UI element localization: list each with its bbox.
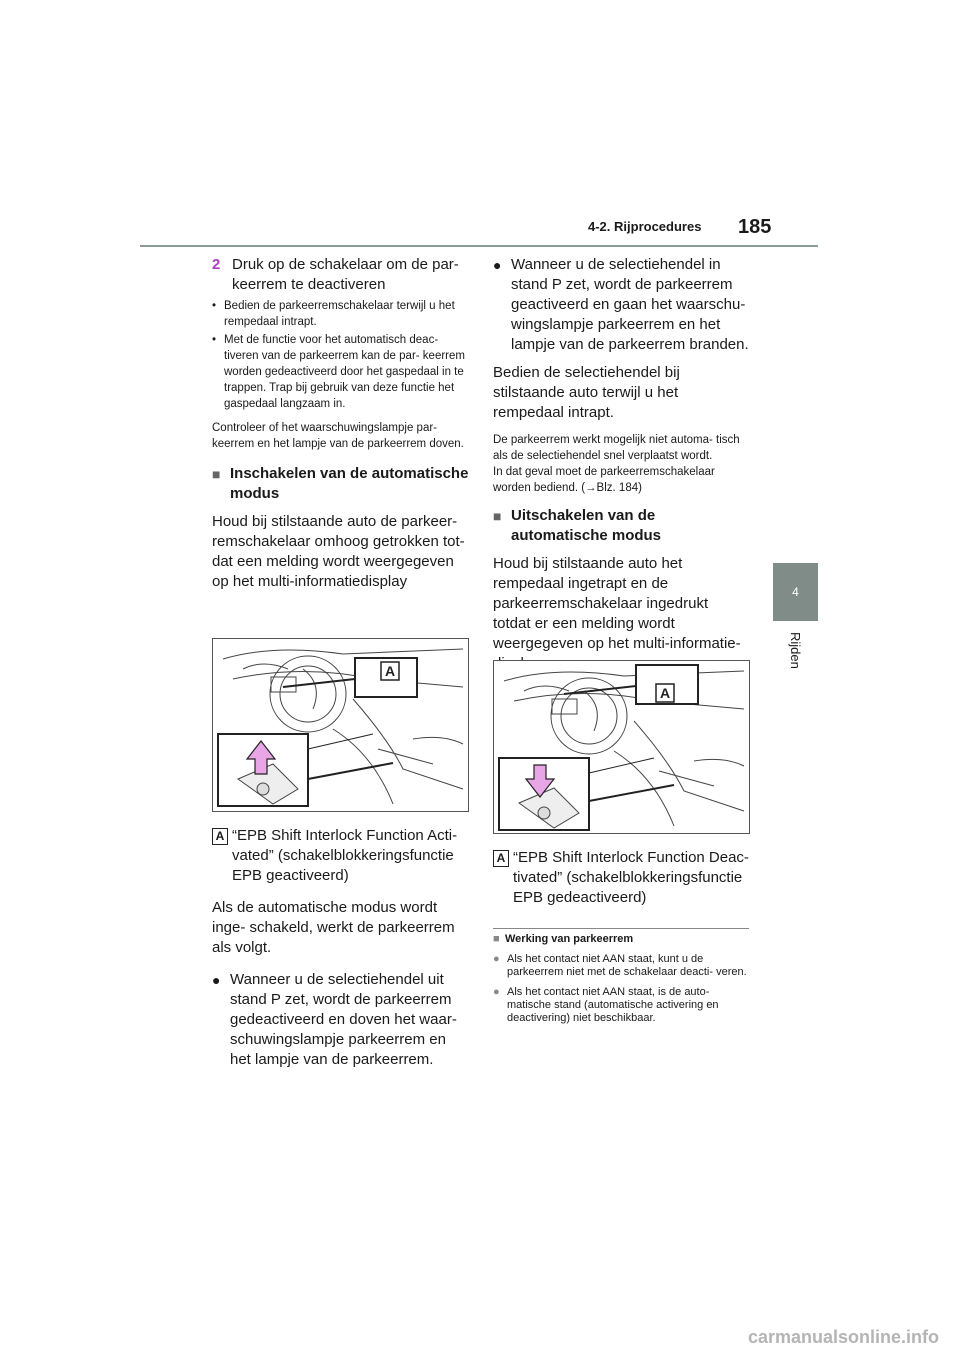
- caption-text: “EPB Shift Interlock Function Deac- tivated” (schakelblokkeringsfunctie EPB gedeactiveerd): [513, 849, 749, 906]
- caption-label-box: A: [212, 828, 228, 845]
- note-item: ● Als het contact niet AAN staat, is de auto- matische stand (automatische activering en deactivering) niet beschikbaar.: [493, 986, 719, 1024]
- check-note: Controleer of het waarschuwingslampje par- keerrem en het lampje van de parkeerrem doven.: [212, 422, 464, 450]
- header-rule: [140, 245, 818, 247]
- illus-label: A: [659, 685, 671, 701]
- paragraph-activate: Houd bij stilstaande auto de parkeer- remschakelaar omhoog getrokken tot- dat een melding wordt weergegeven op het multi-informatiedisplay: [212, 513, 465, 590]
- caption-text: “EPB Shift Interlock Function Acti- vated” (schakelblokkeringsfunctie EPB geactiveerd): [232, 827, 458, 884]
- left-column: [212, 255, 470, 592]
- page-number: 185: [738, 216, 772, 238]
- left-column-lower: [212, 826, 470, 1070]
- illustration-deactivate: [493, 660, 750, 834]
- bullet-list: [212, 298, 470, 412]
- caption-label-box: A: [493, 850, 509, 867]
- heading-deactivate-auto: ■ Uitschakelen van de automatische modus: [493, 507, 662, 544]
- right-column: [493, 255, 749, 674]
- paragraph-auto-mode: Als de automatische modus wordt inge- schakeld, werkt de parkeerrem als volgt.: [212, 899, 455, 956]
- caption-activate: [212, 826, 470, 886]
- paragraph-deactivate: Houd bij stilstaande auto het rempedaal ingetrapt en de parkeerremschakelaar ingedrukt totdat er een melding wordt weergegeven op het multi-informatie-: [493, 555, 741, 652]
- note-item: ● Als het contact niet AAN staat, kunt u de parkeerrem niet met de schakelaar deacti- veren.: [493, 953, 747, 978]
- note-small-2: In dat geval moet de parkeerremschakelaar worden bediend. (→Blz. 184): [493, 466, 715, 494]
- section-title: 4-2. Rijprocedures: [588, 219, 702, 234]
- note-divider: [493, 928, 749, 929]
- watermark: carmanualsonline.info: [748, 1327, 940, 1347]
- dashboard-illustration: [213, 639, 468, 811]
- right-column-lower: [493, 848, 749, 908]
- illus-label: A: [384, 663, 396, 679]
- note-title: ■ Werking van parkeerrem: [493, 933, 634, 945]
- list-item: • Bedien de parkeerremschakelaar terwijl u het rempedaal intrapt.: [212, 300, 455, 328]
- chapter-label: Rijden: [788, 632, 803, 669]
- paragraph-operate-lever: Bedien de selectiehendel bij stilstaande auto terwijl u het rempedaal intrapt.: [493, 364, 680, 421]
- note-section: [493, 933, 749, 1025]
- list-item: • Met de functie voor het automatisch deac- tiveren van de parkeerrem kan de par- keerrem worden gedeactiveerd door het gaspedaal in te trappen. Trap bij gebruik van deze functie het gaspedaal langzaam in.: [212, 334, 465, 410]
- chapter-tab[interactable]: [773, 563, 818, 621]
- dashboard-illustration: [494, 661, 749, 833]
- chapter-number: 4: [792, 585, 799, 599]
- step-text-line1: Druk op de schakelaar om de par-: [232, 256, 459, 273]
- illustration-activate: [212, 638, 469, 812]
- list-item: ● Wanneer u de selectiehendel uit stand P zet, wordt de parkeerrem gedeactiveerd en doven het waar- schuwingslampje parkeerrem en het lampje van de parkeerrem.: [212, 971, 457, 1068]
- step-text-line2: keerrem te deactiveren: [232, 276, 386, 293]
- caption-deactivate: [493, 848, 749, 908]
- note-small-1: De parkeerrem werkt mogelijk niet automa- tisch als de selectiehendel snel verplaatst wordt.: [493, 434, 740, 462]
- step-number: 2: [212, 256, 221, 273]
- list-item: ● Wanneer u de selectiehendel in stand P zet, wordt de parkeerrem geactiveerd en gaan het waarschu- wingslampje parkeerrem en het lampje van de parkeerrem branden.: [493, 256, 749, 353]
- step-2: [212, 255, 470, 295]
- heading-activate-auto: ■ Inschakelen van de automatische modus: [212, 465, 469, 502]
